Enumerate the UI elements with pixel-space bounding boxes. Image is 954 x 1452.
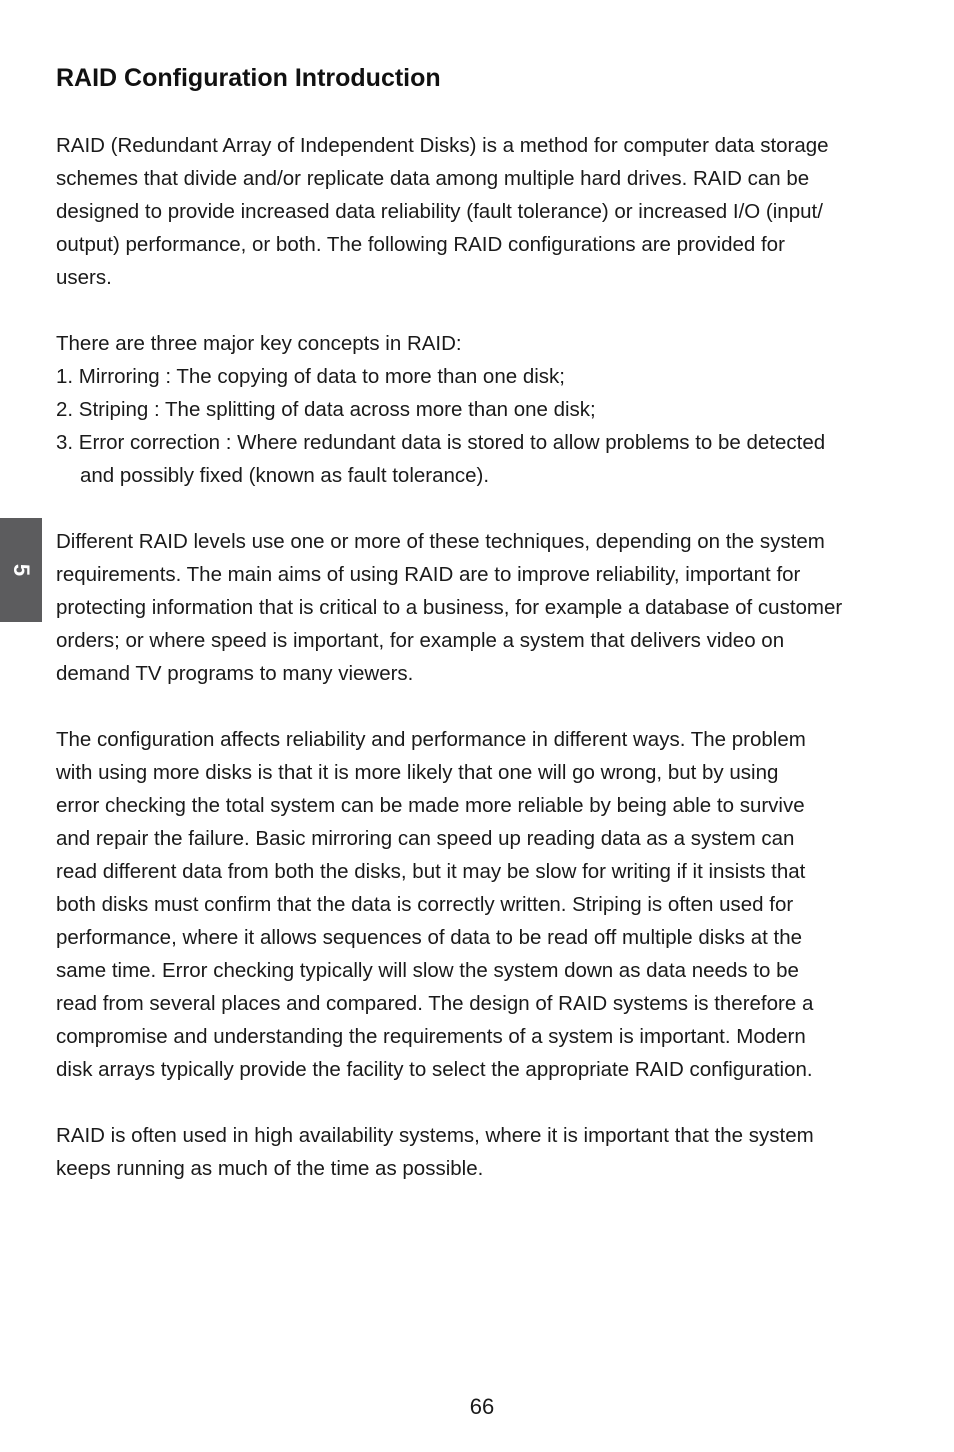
paragraph-high-availability xyxy=(56,1119,916,1185)
paragraph-raid-definition xyxy=(56,129,916,294)
text-line: read different data from both the disks, but it may be slow for writing if it insists that xyxy=(56,860,806,883)
list-item-error-correction: 3. Error correction : Where redundant data is stored to allow problems to be detected xyxy=(56,431,826,454)
text-line: keeps running as much of the time as possible. xyxy=(56,1157,484,1180)
text-line: and repair the failure. Basic mirroring can speed up reading data as a system can xyxy=(56,827,795,850)
chapter-tab xyxy=(0,518,42,622)
text-line: same time. Error checking typically will slow the system down as data needs to be xyxy=(56,959,799,982)
text-line: with using more disks is that it is more likely that one will go wrong, but by using xyxy=(56,761,779,784)
text-line: users. xyxy=(56,266,112,289)
text-line: RAID is often used in high availability systems, where it is important that the system xyxy=(56,1124,814,1147)
text-line: disk arrays typically provide the facility to select the appropriate RAID configuration. xyxy=(56,1058,813,1081)
text-line: demand TV programs to many viewers. xyxy=(56,662,414,685)
key-concepts-list xyxy=(56,327,916,492)
page-content xyxy=(56,62,916,1218)
paragraph-raid-levels xyxy=(56,525,916,690)
text-line: error checking the total system can be made more reliable by being able to survive xyxy=(56,794,805,817)
text-line: read from several places and compared. The design of RAID systems is therefore a xyxy=(56,992,814,1015)
paragraph-configuration-effects xyxy=(56,723,916,1086)
text-line: designed to provide increased data reliability (fault tolerance) or increased I/O (input/ xyxy=(56,200,823,223)
text-line: requirements. The main aims of using RAID are to improve reliability, important for xyxy=(56,563,801,586)
text-line: Different RAID levels use one or more of these techniques, depending on the system xyxy=(56,530,825,553)
text-line: RAID (Redundant Array of Independent Disks) is a method for computer data storage xyxy=(56,134,829,157)
text-line: compromise and understanding the requirements of a system is important. Modern xyxy=(56,1025,806,1048)
text-line: protecting information that is critical to a business, for example a database of customer xyxy=(56,596,843,619)
text-line: schemes that divide and/or replicate data among multiple hard drives. RAID can be xyxy=(56,167,810,190)
list-item-striping: 2. Striping : The splitting of data across more than one disk; xyxy=(56,398,596,421)
list-item-error-correction-cont: and possibly fixed (known as fault tolerance). xyxy=(80,464,490,487)
text-line: The configuration affects reliability and performance in different ways. The problem xyxy=(56,728,806,751)
page-number: 66 xyxy=(469,1394,495,1419)
text-line: performance, where it allows sequences of data to be read off multiple disks at the xyxy=(56,926,803,949)
list-item-mirroring: 1. Mirroring : The copying of data to more than one disk; xyxy=(56,365,565,388)
text-line: orders; or where speed is important, for example a system that delivers video on xyxy=(56,629,785,652)
text-line: both disks must confirm that the data is correctly written. Striping is often used for xyxy=(56,893,794,916)
key-concepts-intro: There are three major key concepts in RAID: xyxy=(56,332,462,355)
page-title: RAID Configuration Introduction xyxy=(56,64,441,92)
text-line: output) performance, or both. The following RAID configurations are provided for xyxy=(56,233,785,256)
chapter-number: 5 xyxy=(9,563,34,577)
